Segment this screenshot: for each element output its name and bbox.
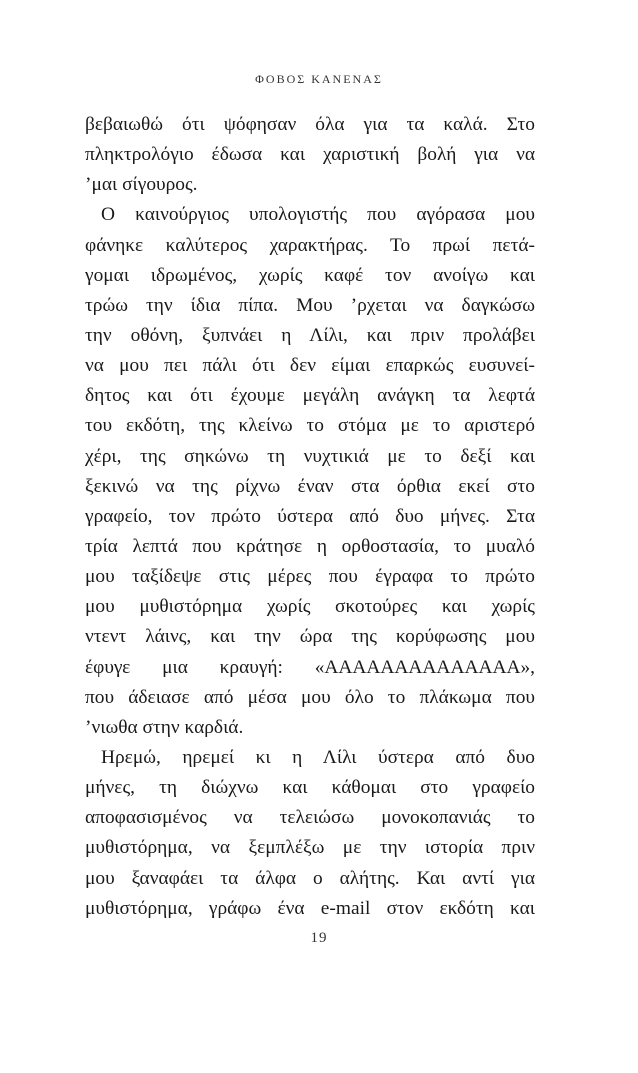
body-text [85,110,535,924]
running-header: ΦΟΒΟΣ ΚΑΝΕΝΑΣ [255,72,383,86]
text-line: που άδειασε από μέσα μου όλο το πλάκωμα που [85,686,535,708]
text-line: Ο καινούργιος υπολογιστής που αγόρασα μου [101,204,535,226]
text-line: τρία λεπτά που κράτησε η ορθοστασία, το μυαλό [85,535,535,557]
text-line: ξεκινώ να της ρίχνω έναν στα όρθια εκεί στο [85,475,535,497]
text-line: του εκδότη, της κλείνω το στόμα με το αριστερό [85,415,535,437]
text-line: μυθιστόρημα, να ξεμπλέξω με την ιστορία πριν [85,837,535,859]
text-line: γραφείο, τον πρώτο ύστερα από δυο μήνες. Στα [85,505,535,527]
text-line: φάνηκε καλύτερος χαρακτήρας. Το πρωί πετά- [85,234,535,256]
text-line: μου μυθιστόρημα χωρίς σκοτούρες και χωρίς [85,596,535,618]
text-line: μου ξαναφάει τα άλφα ο αλήτης. Και αντί για [85,867,535,889]
text-line: τρώω την ίδια πίπα. Μου ’ρχεται να δαγκώσω [85,294,535,316]
text-line: μου ταξίδεψε στις μέρες που έγραφα το πρώτο [85,566,535,588]
text-line: δητος και ότι έχουμε μεγάλη ανάγκη τα λεφτά [85,385,535,407]
text-line: χέρι, της σηκώνω τη νυχτικιά με το δεξί και [85,445,535,467]
text-line: βεβαιωθώ ότι ψόφησαν όλα για τα καλά. Στο [85,114,535,135]
text-line: έφυγε μια κραυγή: «ΑΑΑΑΑΑΑΑΑΑΑΑΑΑ», [85,656,535,678]
text-line: γομαι ιδρωμένος, χωρίς καφέ τον ανοίγω και [85,264,535,286]
text-line: ’νιωθα στην καρδιά. [85,716,244,738]
text-line: την οθόνη, ξυπνάει η Λίλι, και πριν προλάβει [85,324,535,346]
text-line: ντεντ λάινς, και την ώρα της κορύφωσης μου [85,626,535,648]
text-line: αποφασισμένος να τελειώσω μονοκοπανιάς το [85,807,535,829]
text-line: μήνες, τη διώχνω και κάθομαι στο γραφείο [85,777,535,799]
page-number: 19 [310,930,328,946]
text-line: ’μαι σίγουρος. [85,174,198,196]
text-line: πληκτρολόγιο έδωσα και χαριστική βολή για να [85,144,535,166]
text-line: Ηρεμώ, ηρεμεί κι η Λίλι ύστερα από δυο [101,746,535,768]
text-line: να μου πει πάλι ότι δεν είμαι επαρκώς ευσυνεί- [85,355,535,377]
text-line: μυθιστόρημα, γράφω ένα e-mail στον εκδότη και [85,897,535,919]
